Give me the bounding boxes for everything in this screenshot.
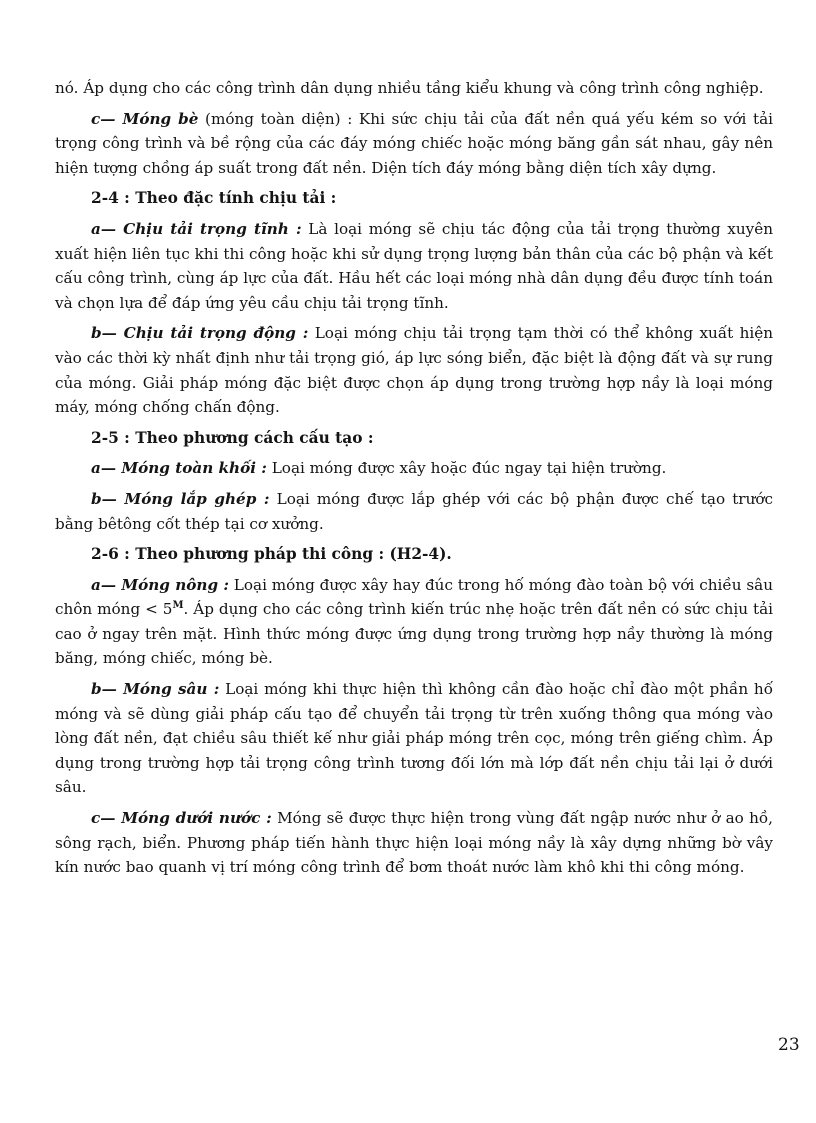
paragraph-text: Loại móng khi thực hiện thì không cần đào hoặc chỉ đào một phần hố móng và sẽ dùng giải pháp cấu tạo để chuyển tải trọng từ trên xuống thông qua móng vào lòng đất nền, đạt chiều sâu thiết kế như giải pháp móng trên cọc, móng trên giếng chìm. Áp dụng trong trường hợp tải trọng công trình tương đối lớn mà lớp đất nền chịu tải lại ở dưới sâu. [55,680,773,797]
paragraph-mong-duoi-nuoc [55,806,773,880]
paragraph-text: Móng sẽ được thực hiện trong vùng đất ngập nước như ở ao hồ, sông rạch, biển. Phương pháp tiến hành thực hiện loại móng nầy là xây dựng những bờ vây kín nước bao quanh vị trí móng công trình để bơm thoát nước làm khô khi thi công móng. [55,809,773,877]
section-heading-2-4: 2-4 : Theo đặc tính chịu tải : [91,189,337,208]
paragraph-mong-nong [55,573,773,671]
paragraph-lead: c— Móng bè [91,109,199,128]
superscript-unit: M [172,600,184,612]
paragraph-text: nó. Áp dụng cho các công trình dân dụng nhiều tầng kiểu khung và công trình công nghiệp. [55,79,764,97]
paragraph-text: Loại móng chịu tải trọng tạm thời có thể không xuất hiện vào các thời kỳ nhất định như tải trọng gió, áp lực sóng biển, đặc biệt là động đất và sự rung của móng. Giải pháp móng đặc biệt được chọn áp dụng trong trường hợp nầy là loại móng máy, móng chống chấn động. [55,324,773,417]
paragraph-lead: c— Móng dưới nước : [91,809,272,828]
paragraph-lead: b— Chịu tải trọng động : [91,324,309,343]
paragraph-mong-sau [55,677,773,800]
paragraph-text: (móng toàn diện) : Khi sức chịu tải của đất nền quá yếu kém so với tải trọng công trình và bề rộng của các đáy móng chiếc hoặc móng băng gần sát nhau, gây nên hiện tượng chồng áp suất trong đất nền. Diện tích đáy móng bằng diện tích xây dựng. [55,109,773,177]
paragraph-text: Loại móng được lắp ghép với các bộ phận được chế tạo trước bằng bêtông cốt thép tại cơ xưởng. [55,489,773,533]
paragraph-text: . Áp dụng cho các công trình kiến trúc nhẹ hoặc trên đất nền có sức chịu tải cao ở ngay trên mặt. Hình thức móng được ứng dụng trong trường hợp nầy thường là móng băng, móng chiếc, móng bè. [55,600,773,668]
paragraph-continuation [55,76,773,101]
paragraph-lead: a— Móng nông : [91,575,229,594]
paragraph-lead: b— Móng lắp ghép : [91,489,270,508]
paragraph-lead: a— Chịu tải trọng tĩnh : [91,219,302,238]
paragraph-chiu-tai-trong-tinh [55,217,773,315]
paragraph-lead: b— Móng sâu : [91,680,220,699]
paragraph-text: Loại móng được xây hoặc đúc ngay tại hiện trường. [266,459,667,478]
page-body [55,76,773,886]
paragraph-mong-be [55,107,773,181]
paragraph-text: Là loại móng sẽ chịu tác động của tải trọng thường xuyên xuất hiện liên tục khi thi công hoặc khi sử dụng trọng lượng bản thân của các bộ phận và kết cấu công trình, cùng áp lực của đất. Hầu hết các loại móng nhà dân dụng đều được tính toán và chọn lựa để đáp ứng yêu cầu chịu tải trọng tĩnh. [55,219,773,312]
paragraph-text: Loại móng được xây hay đúc trong hố móng đào toàn bộ với chiều sâu chôn móng < 5 [55,575,773,619]
section-heading-2-6: 2-6 : Theo phương pháp thi công : (H2-4). [91,545,452,564]
paragraph-mong-toan-khoi [55,456,773,481]
paragraph-lead: a— Móng toàn khối : [91,459,267,478]
paragraph-mong-lap-ghep [55,487,773,536]
page-number: 23 [778,1035,800,1055]
paragraph-chiu-tai-trong-dong [55,321,773,419]
section-heading-2-5: 2-5 : Theo phương cách cấu tạo : [91,428,374,447]
